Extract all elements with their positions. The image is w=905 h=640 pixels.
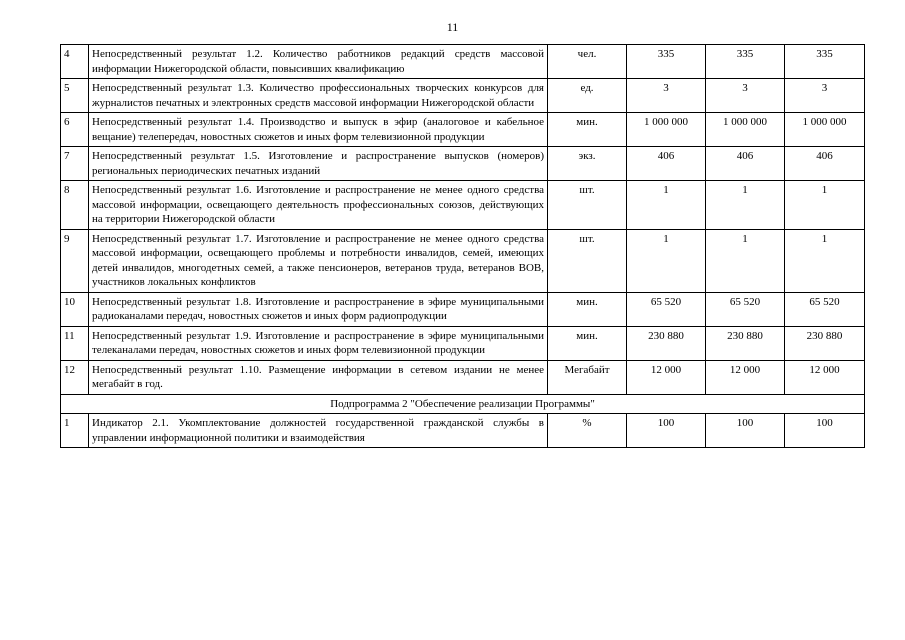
row-unit: Мегабайт <box>548 360 627 394</box>
table-row <box>61 326 865 360</box>
row-value-3: 3 <box>785 79 865 113</box>
page-number: 11 <box>446 20 459 34</box>
row-number: 8 <box>61 181 89 230</box>
row-value-3: 335 <box>785 45 865 79</box>
row-description: Непосредственный результат 1.5. Изготовление и распространение выпусков (номеров) региональных периодических печатных изданий <box>89 147 548 181</box>
row-number: 6 <box>61 113 89 147</box>
row-value-3: 1 <box>785 181 865 230</box>
row-value-3: 230 880 <box>785 326 865 360</box>
row-value-2: 3 <box>706 79 785 113</box>
row-value-3: 1 <box>785 229 865 292</box>
row-description: Непосредственный результат 1.6. Изготовление и распространение не менее одного средства массовой информации, освещающего деятельность профессиональных союзов, действующих на территории Нижегородской области <box>89 181 548 230</box>
table-row <box>61 45 865 79</box>
section-title: Подпрограмма 2 "Обеспечение реализации Программы" <box>61 394 865 414</box>
table-row <box>61 181 865 230</box>
row-description: Непосредственный результат 1.9. Изготовление и распространение в эфире муниципальными телеканалами передач, новостных сюжетов и иных форм телевизионной продукции <box>89 326 548 360</box>
row-value-2: 230 880 <box>706 326 785 360</box>
row-number: 12 <box>61 360 89 394</box>
row-number: 10 <box>61 292 89 326</box>
indicators-table <box>60 44 865 448</box>
row-unit: экз. <box>548 147 627 181</box>
row-value-2: 100 <box>706 414 785 448</box>
row-value-1: 1 <box>627 229 706 292</box>
row-unit: мин. <box>548 113 627 147</box>
row-value-2: 335 <box>706 45 785 79</box>
row-value-1: 1 <box>627 181 706 230</box>
row-value-1: 65 520 <box>627 292 706 326</box>
row-number: 7 <box>61 147 89 181</box>
row-value-1: 3 <box>627 79 706 113</box>
row-description: Непосредственный результат 1.7. Изготовление и распространение не менее одного средства массовой информации, освещающего проблемы и потребности инвалидов, семей, имеющих детей инвалидов, многодетных семей, а также пенсионеров, ветеранов труда, ветеранов ВОВ, участников локальных конфликтов <box>89 229 548 292</box>
row-value-1: 100 <box>627 414 706 448</box>
row-description: Непосредственный результат 1.4. Производство и выпуск в эфир (аналоговое и кабельное вещание) телепередач, новостных сюжетов и иных форм телевизионной продукции <box>89 113 548 147</box>
row-value-2: 1 <box>706 181 785 230</box>
row-description: Непосредственный результат 1.10. Размещение информации в сетевом издании не менее мегабайт в год. <box>89 360 548 394</box>
table-row <box>61 79 865 113</box>
row-description: Непосредственный результат 1.8. Изготовление и распространение в эфире муниципальными радиоканалами передач, новостных сюжетов и иных форм радиопродукции <box>89 292 548 326</box>
row-value-3: 406 <box>785 147 865 181</box>
row-value-1: 1 000 000 <box>627 113 706 147</box>
row-number: 11 <box>61 326 89 360</box>
table-row <box>61 414 865 448</box>
row-value-3: 100 <box>785 414 865 448</box>
row-description: Непосредственный результат 1.2. Количество работников редакций средств массовой информации Нижегородской области, повысивших квалификацию <box>89 45 548 79</box>
row-number: 9 <box>61 229 89 292</box>
row-value-2: 406 <box>706 147 785 181</box>
row-number: 5 <box>61 79 89 113</box>
row-description: Индикатор 2.1. Укомплектование должностей государственной гражданской службы в управлении информационной политики и взаимодействия <box>89 414 548 448</box>
row-value-3: 12 000 <box>785 360 865 394</box>
section-header-row <box>61 394 865 414</box>
row-unit: ед. <box>548 79 627 113</box>
table-row <box>61 113 865 147</box>
table-row <box>61 360 865 394</box>
row-value-1: 230 880 <box>627 326 706 360</box>
row-value-2: 12 000 <box>706 360 785 394</box>
row-number: 4 <box>61 45 89 79</box>
row-unit: мин. <box>548 292 627 326</box>
row-unit: шт. <box>548 229 627 292</box>
row-unit: мин. <box>548 326 627 360</box>
table-row <box>61 229 865 292</box>
row-value-3: 1 000 000 <box>785 113 865 147</box>
row-description: Непосредственный результат 1.3. Количество профессиональных творческих конкурсов для журналистов печатных и электронных средств массовой информации Нижегородской области <box>89 79 548 113</box>
row-value-1: 406 <box>627 147 706 181</box>
row-value-2: 65 520 <box>706 292 785 326</box>
row-unit: чел. <box>548 45 627 79</box>
row-value-1: 12 000 <box>627 360 706 394</box>
row-unit: шт. <box>548 181 627 230</box>
table-row <box>61 292 865 326</box>
row-number: 1 <box>61 414 89 448</box>
table-row <box>61 147 865 181</box>
row-value-3: 65 520 <box>785 292 865 326</box>
row-value-2: 1 <box>706 229 785 292</box>
row-unit: % <box>548 414 627 448</box>
row-value-2: 1 000 000 <box>706 113 785 147</box>
row-value-1: 335 <box>627 45 706 79</box>
